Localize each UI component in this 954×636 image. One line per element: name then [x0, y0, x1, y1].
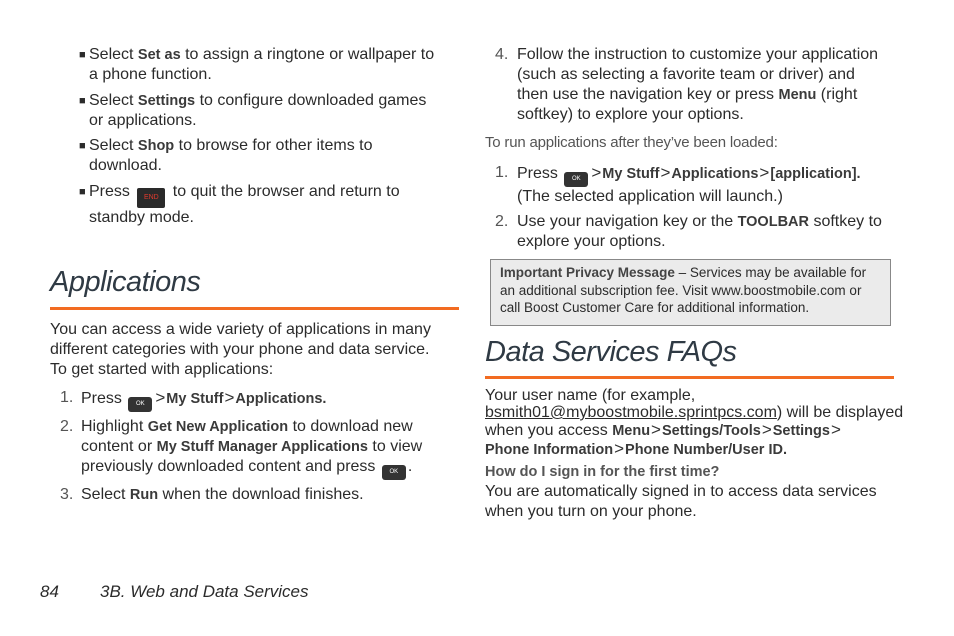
bullet-item: ■ Select Shop to browse for other items to download. — [79, 137, 373, 174]
arrow-icon: > — [224, 388, 235, 407]
ok-key-icon: OK — [128, 397, 152, 412]
arrow-icon: > — [591, 163, 602, 182]
step-item: Select Run when the download finishes. — [81, 486, 364, 503]
step-item: Use your navigation key or the TOOLBAR softkey to explore your options. — [517, 213, 882, 250]
bullet-item: ■ Select Settings to configure downloaded games or applications. — [79, 92, 427, 129]
arrow-icon: > — [660, 163, 671, 182]
run-intro: To run applications after they’ve been loaded: — [485, 134, 778, 151]
bullet-item: ■ Press END to quit the browser and return to standby mode. — [79, 183, 400, 226]
step-item: Press OK >My Stuff>Applications>[application]. (The selected application will launch.) — [517, 163, 861, 205]
end-key-icon: END — [137, 188, 165, 208]
arrow-icon: > — [759, 163, 770, 182]
faq-answer: You are automatically signed in to access data services when you turn on your phone. — [485, 483, 877, 520]
arrow-icon: > — [651, 420, 661, 439]
applications-intro: You can access a wide variety of applications in many different categories with your phone and data service. To get started with applications: — [50, 321, 431, 378]
arrow-icon: > — [830, 420, 841, 439]
bullet-item: ■ Select Set as to assign a ringtone or wallpaper to a phone function. — [79, 46, 435, 83]
footer-section-title: 3B. Web and Data Services — [100, 582, 309, 601]
step-item: Highlight Get New Application to download new content or My Stuff Manager Applications to view previously downloaded content and press OK . — [81, 417, 422, 480]
faq-username: Your user name (for example, bsmith01@myboostmobile.sprintpcs.com) will be displayed when you access Menu>Settings/Tools>Settings> Phone Information>Phone Number/User ID. — [485, 387, 904, 458]
privacy-notice-text: Important Privacy Message – Services may be available for an additional subscription fee. Visit www.boostmobile.com or call Boost Customer Care for additional information. — [500, 265, 867, 315]
email-link[interactable]: bsmith01@myboostmobile.sprintpcs.com — [485, 404, 777, 421]
ok-key-icon: OK — [564, 172, 588, 187]
step-item: Follow the instruction to customize your application (such as selecting a favorite team or driver) and then use the navigation key or press Menu (right softkey) to explore your options. — [517, 46, 879, 123]
privacy-notice-box — [490, 259, 891, 326]
step-item: Press OK >My Stuff>Applications. — [81, 388, 326, 412]
section-heading-faqs: Data Services FAQs — [485, 336, 737, 368]
arrow-icon: > — [761, 420, 772, 439]
faq-question: How do I sign in for the first time? — [485, 464, 720, 480]
arrow-icon: > — [614, 439, 625, 458]
section-heading-applications: Applications — [50, 266, 201, 298]
arrow-icon: > — [155, 388, 166, 407]
ok-key-icon: OK — [382, 465, 406, 480]
heading-rule — [485, 376, 894, 379]
page-number: 84 — [40, 582, 59, 601]
heading-rule — [50, 307, 459, 310]
